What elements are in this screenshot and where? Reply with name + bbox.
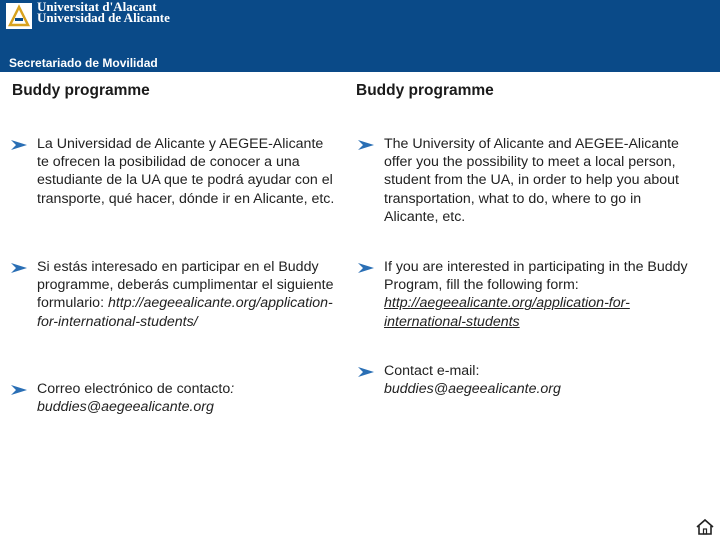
university-name-valencian: Universitat d'Alacant [37, 0, 157, 14]
right-list-item-1 [384, 135, 689, 226]
header-band [0, 0, 720, 72]
arrow-bullet-icon [11, 383, 27, 395]
left-list-item-2 [37, 258, 337, 331]
left-item-1-text: La Universidad de Alicante y AEGEE-Alicante te ofrecen la posibilidad de conocer a una estudiante de la UA que te podrá ayudar con el transporte, qué hacer, dónde ir en Alicante, etc. [37, 136, 335, 207]
university-logo [6, 3, 32, 29]
home-icon[interactable] [695, 518, 715, 536]
left-list-item-1 [37, 135, 337, 208]
left-item-3-text: Correo electrónico de contacto [37, 381, 231, 397]
arrow-bullet-icon [358, 365, 374, 377]
arrow-bullet-icon [358, 261, 374, 273]
left-item-3-colon: : [230, 381, 235, 397]
right-item-3-text: Contact e-mail: [384, 363, 480, 379]
right-item-2-text: If you are interested in participating in the Buddy Program, fill the following form: [384, 259, 688, 294]
right-list-item-2 [384, 258, 694, 331]
university-name-spanish: Universidad de Alicante [37, 10, 170, 25]
right-column-title: Buddy programme [356, 82, 494, 99]
left-item-2-text: Si estás interesado en participar en el Buddy programme, deberás cumplimentar el siguiente formulario: [37, 259, 334, 312]
left-column-title: Buddy programme [12, 82, 150, 99]
right-item-2-form-link[interactable]: http://aegeealicante.org/application-for-international-students [384, 295, 630, 330]
right-item-3-email[interactable]: buddies@aegeealicante.org [384, 381, 561, 398]
left-list-item-3 [37, 380, 337, 416]
right-item-1-text: The University of Alicante and AEGEE-Alicante offer you the possibility to meet a local person, student from the UA, in order to help you about transportation, what to do, where to go in Alicante, etc. [384, 136, 679, 225]
arrow-bullet-icon [11, 138, 27, 150]
department-name: Secretariado de Movilidad [9, 56, 158, 70]
right-list-item-3 [384, 362, 689, 398]
arrow-bullet-icon [358, 138, 374, 150]
left-item-2-form-link[interactable]: http://aegeealicante.org/application-for-international-students/ [37, 295, 333, 330]
left-item-3-email[interactable]: buddies@aegeealicante.org [37, 399, 214, 416]
arrow-bullet-icon [11, 261, 27, 273]
